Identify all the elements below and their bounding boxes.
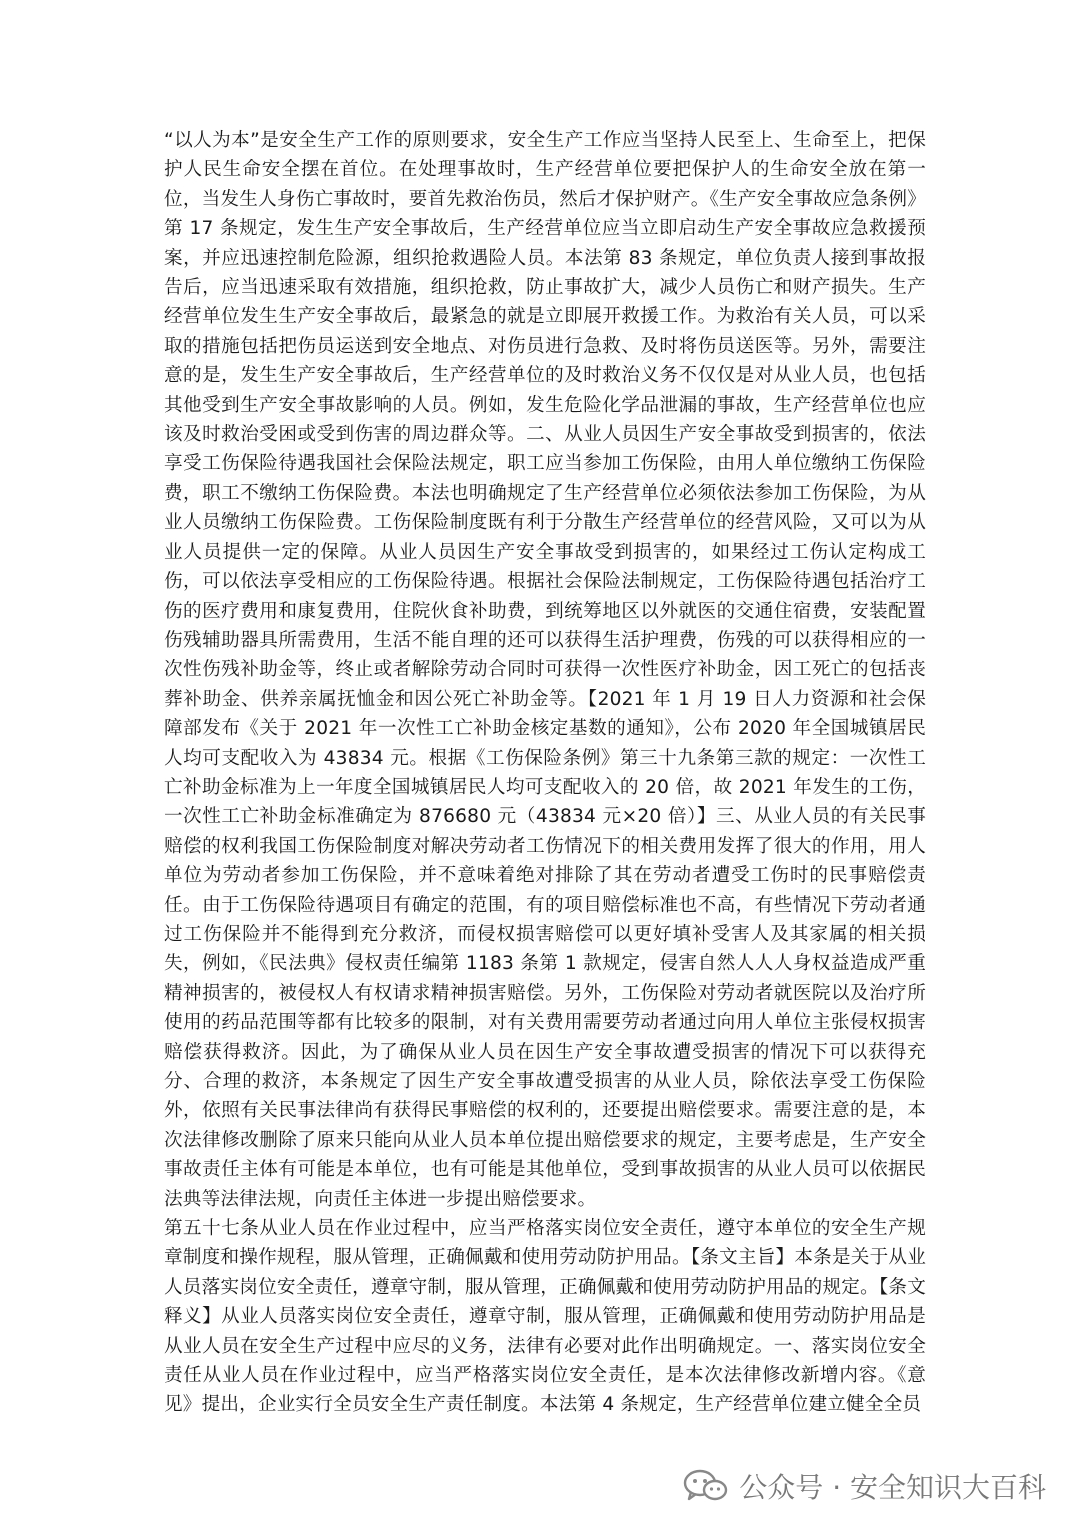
paragraph-1: “以人为本”是安全生产工作的原则要求，安全生产工作应当坚持人民至上、生命至上，把保护人民生命安全摆在首位。在处理事故时，生产经营单位要把保护人的生命安全放在第一位，当发生人身伤亡事故时，要首先救治伤员，然后才保护财产。《生产安全事故应急条例》第 17 条规定，发生生产安全事故后，生产经营单位应当立即启动生产安全事故应急救援预案，并应迅速控制危险源，组织抢救遇险人员。本法第 83 条规定，单位负责人接到事故报告后，应当迅速采取有效措施，组织抢救，防止事故扩大，减少人员伤亡和财产损失。生产经营单位发生生产安全事故后，最紧急的就是立即展开救援工作。为救治有关人员，可以采取的措施包括把伤员运送到安全地点、对伤员进行急救、及时将伤员送医等。另外，需要注意的是，发生生产安全事故后，生产经营单位的及时救治义务不仅仅是对从业人员，也包括其他受到生产安全事故影响的人员。例如，发生危险化学品泄漏的事故，生产经营单位也应该及时救治受困或受到伤害的周边群众等。二、从业人员因生产安全事故受到损害的，依法享受工伤保险待遇我国社会保险法规定，职工应当参加工伤保险，由用人单位缴纳工伤保险费，职工不缴纳工伤保险费。本法也明确规定了生产经营单位必须依法参加工伤保险，为从业人员缴纳工伤保险费。工伤保险制度既有利于分散生产经营单位的经营风险，又可以为从业人员提供一定的保障。从业人员因生产安全事故受到损害的，如果经过工伤认定构成工伤，可以依法享受相应的工伤保险待遇。根据社会保险法制规定，工伤保险待遇包括治疗工伤的医疗费用和康复费用，住院伙食补助费，到统筹地区以外就医的交通住宿费，安装配置伤残辅助器具所需费用，生活不能自理的还可以获得生活护理费，伤残的可以获得相应的一次性伤残补助金等，终止或者解除劳动合同时可获得一次性医疗补助金，因工死亡的包括丧葬补助金、供养亲属抚恤金和因公死亡补助金等。【2021 年 1 月 19 日人力资源和社会保障部发布《关于 2021 年一次性工亡补助金核定基数的通知》，公布 2020 年全国城镇居民人均可支配收入为 43834 元。根据《工伤保险条例》第三十九条第三款的规定：一次性工亡补助金标准为上一年度全国城镇居民人均可支配收入的 20 倍，故 2021 年发生的工伤，一次性工亡补助金标准确定为 876680 元（43834 元×20 倍）】三、从业人员的有关民事赔偿的权利我国工伤保险制度对解决劳动者工伤情况下的相关费用发挥了很大的作用，用人单位为劳动者参加工伤保险，并不意味着绝对排除了其在劳动者遭受工伤时的民事赔偿责任。由于工伤保险待遇项目有确定的范围，有的项目赔偿标准也不高，有些情况下劳动者通过工伤保险并不能得到充分救济，而侵权损害赔偿可以更好填补受害人及其家属的相关损失，例如，《民法典》侵权责任编第 1183 条第 1 款规定，侵害自然人人人身权益造成严重精神损害的，被侵权人有权请求精神损害赔偿。另外，工伤保险对劳动者就医院以及治疗所使用的药品范围等都有比较多的限制，对有关费用需要劳动者通过向用人单位主张侵权损害赔偿获得救济。因此，为了确保从业人员在因生产安全事故遭受损害的情况下可以获得充分、合理的救济，本条规定了因生产安全事故遭受损害的从业人员，除依法享受工伤保险外，依照有关民事法律尚有获得民事赔偿的权利的，还要提出赔偿要求。需要注意的是，本次法律修改删除了原来只能向从业人员本单位提出赔偿要求的规定，主要考虑是，生产安全事故责任主体有可能是本单位，也有可能是其他单位，受到事故损害的从业人员可以依据民法典等法律法规，向责任主体进一步提出赔偿要求。 <box>164 130 926 1210</box>
wechat-icon <box>683 1469 729 1503</box>
watermark-text: 公众号 · 安全知识大百科 <box>739 1471 1046 1504</box>
document-body <box>164 126 926 1420</box>
paragraph-2: 第五十七条从业人员在作业过程中，应当严格落实岗位安全责任，遵守本单位的安全生产规章制度和操作规程，服从管理，正确佩戴和使用劳动防护用品。【条文主旨】本条是关于从业人员落实岗位安全责任，遵章守制，服从管理，正确佩戴和使用劳动防护用品的规定。【条文释义】从业人员落实岗位安全责任，遵章守制，服从管理，正确佩戴和使用劳动防护用品是从业人员在安全生产过程中应尽的义务，法律有必要对此作出明确规定。一、落实岗位安全责任从业人员在作业过程中，应当严格落实岗位安全责任，是本次法律修改新增内容。《意见》提出，企业实行全员安全生产责任制度。本法第 4 条规定，生产经营单位建立健全全员 <box>164 1218 926 1416</box>
watermark <box>683 1466 1046 1506</box>
